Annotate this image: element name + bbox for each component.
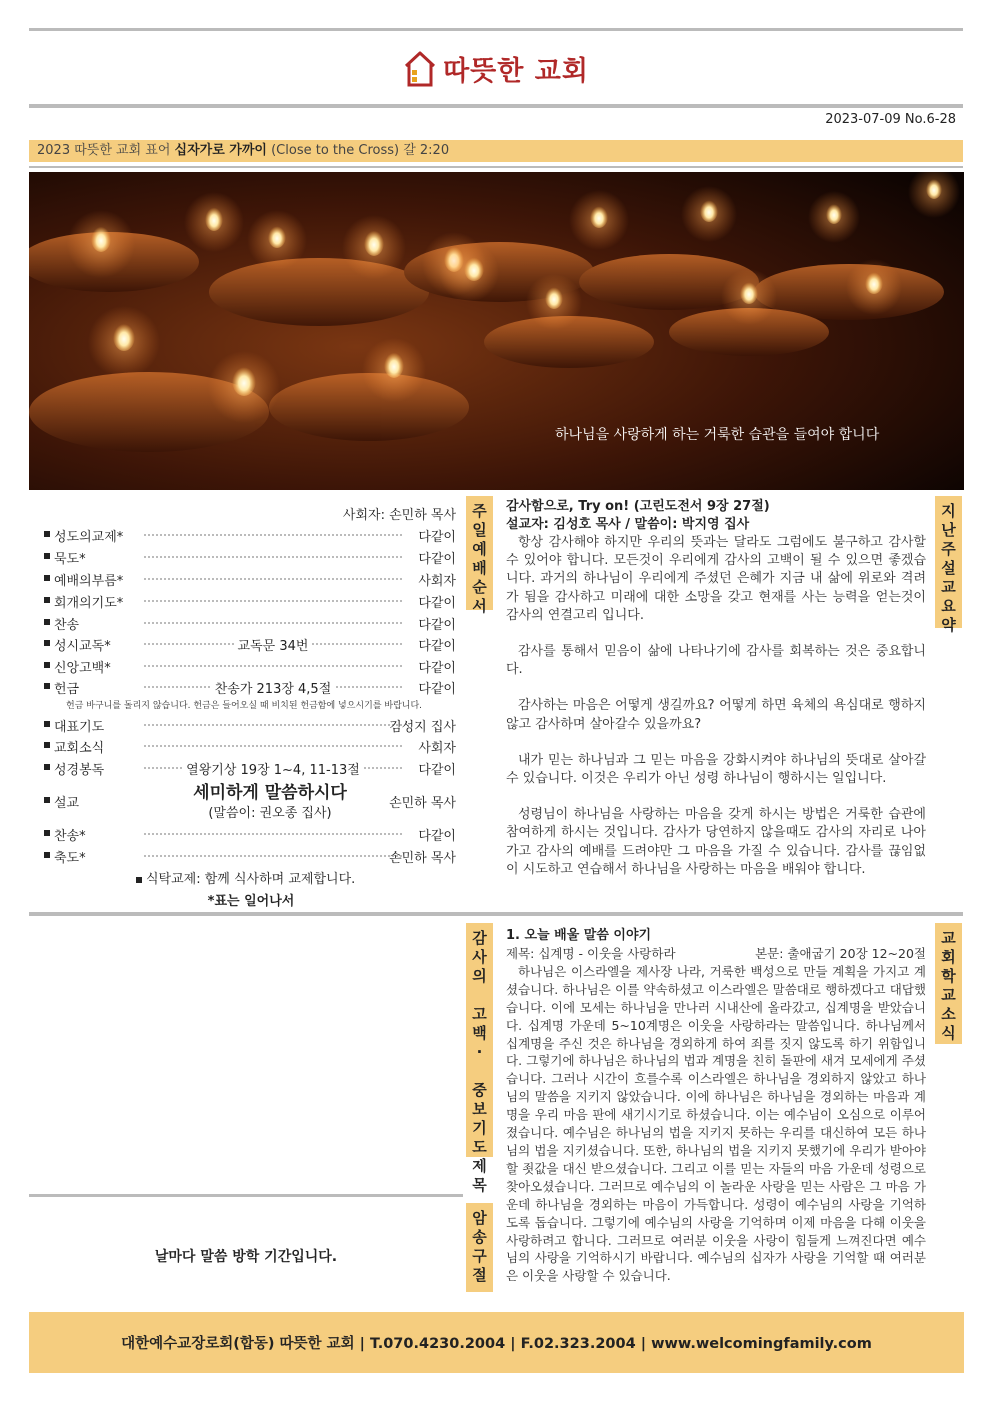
tab-char: 송 [472, 1228, 487, 1246]
tab-char: 고 [472, 1005, 487, 1023]
tab-char: 서 [472, 597, 487, 615]
detail-text: 찬송가 213장 4,5절 [212, 682, 335, 697]
school-scripture: 본문: 출애굽기 20장 12~20절 [755, 946, 926, 961]
tab-char: 교 [941, 578, 956, 596]
tab-char: 난 [941, 521, 956, 539]
tab-char: 주 [472, 502, 487, 520]
bullet-icon [44, 662, 50, 668]
tab-char [477, 1062, 482, 1081]
motto-suffix: (Close to the Cross) 갈 2:20 [271, 143, 450, 158]
order-item-name: 교회소식 [54, 741, 105, 756]
leader-dots [144, 855, 402, 857]
tab-char: 의 [472, 967, 487, 985]
header-rule [29, 104, 963, 108]
order-item-leader: 다같이 [418, 682, 456, 697]
order-item-detail [144, 759, 402, 778]
order-item-name: 예배의부름* [54, 574, 124, 589]
leader-dots [144, 622, 402, 624]
order-item-name: 찬송 [54, 618, 80, 633]
tab-char: 설 [941, 559, 956, 577]
order-item [44, 678, 458, 696]
order-item-name: 찬송* [54, 829, 86, 844]
logo-text: 따뜻한 교회 [443, 55, 589, 87]
leader-dots [144, 556, 402, 558]
school-topic: 제목: 십계명 - 이웃을 사랑하라 [506, 946, 676, 961]
tab-order-of-service [466, 496, 493, 615]
bullet-icon [44, 830, 50, 836]
order-item-leader: 다같이 [418, 596, 456, 611]
meal-text: 식탁교제: 함께 식사하며 교제합니다. [146, 872, 356, 887]
bullet-icon [44, 721, 50, 727]
sermon-summary [506, 498, 926, 879]
summary-paragraph: 감사를 통해서 믿음이 삶에 나타나기에 감사를 회복하는 것은 중요합니다. [506, 644, 926, 678]
church-logo [0, 42, 992, 94]
tab-char: 요 [941, 597, 956, 615]
bullet-icon [44, 553, 50, 559]
tab-char: 예 [472, 540, 487, 558]
bullet-icon [44, 619, 50, 625]
school-body: 하나님은 이스라엘을 제사장 나라, 거룩한 백성으로 만들 계획을 가지고 계셨습니다. 하나님은 이를 약속하셨고 이스라엘은 말씀대로 행하겠다고 대답했습니다. 이에 모세는 하나님을 만나러 시내산에 올라갔고, 십계명을 받았습니다. 십계명 가운데 5~10계명은 이웃을 사랑하라는 말씀입니다. 하나님께서 십계명을 주신 것은 하나님을 경외하게 하여 죄를 짓지 않도록 하기 위함입니다. 그렇기에 하나님은 하나님의 법과 계명을 친히 돌판에 새겨 모세에게 주셨습니다. 그러나 시간이 흐를수록 이스라엘은 하나님을 경외하지 않았고 하나님의 말씀을 지키지 않았습니다. 이에 하나님은 하나님을 경외하는 마음과 계명을 우리 마음 판에 새기시기로 하셨습니다. 이는 예수님이 오심으로 이루어졌습니다. 예수님은 하나님의 법을 지키지 못하는 우리를 대신하여 모든 하나님의 법을 지키셨습니다. 또한, 하나님의 법을 지키지 못했기에 우리가 받아야 할 죗값을 대신 받으셨습니다. 그리고 이를 믿는 자들의 마음 가운데 성령으로 찾아오셨습니다. 그러므로 예수님의 이 놀라운 사랑을 믿는 사람은 그 마음 가운데 하나님을 경외하는 마음이 가득합니다. 성령이 예수님의 사랑을 기억하도록 돕습니다. 그렇기에 예수님의 사랑을 기억하며 이제 마음을 다해 이웃을 사랑하려고 합니다. 그러므로 여러분 이웃을 사랑이 힘들게 느껴진다면 예수님의 사랑을 기억하시기 바랍니다. 예수님의 십자가 사랑을 기억할 때 여러분은 이웃을 사랑할 수 있습니다. [506, 963, 926, 1284]
order-item [44, 737, 458, 755]
stand-note: *표는 일어나서 [207, 894, 295, 909]
order-item-name: 신앙고백* [54, 661, 111, 676]
tab-char: 소 [941, 1005, 956, 1023]
school-heading: 1. 오늘 배울 말씀 이야기 [506, 928, 652, 943]
tab-char: 순 [472, 578, 487, 596]
sermon-speaker: (말씀이: 권오종 집사) [208, 806, 332, 821]
footer-contact: 대한예수교장로회(합동) 따뜻한 교회 | T.070.4230.2004 | F.02.323.2004 | www.welcomingfamily.com [29, 1312, 964, 1373]
order-item-name: 헌금 [54, 682, 80, 697]
top-rule [29, 28, 963, 31]
bullet-icon [44, 575, 50, 581]
school-meta [506, 945, 926, 963]
order-item-leader: 김성지 집사 [389, 720, 456, 735]
order-item-name: 회개의기도* [54, 596, 124, 611]
issue-date-number: 2023-07-09 No.6-28 [825, 112, 956, 127]
hero-candles-image [29, 172, 964, 490]
tab-char: 도 [472, 1138, 487, 1156]
summary-paragraph: 성령님이 하나님을 사랑하는 마음을 갖게 하시는 방법은 거룩한 습관에 참여하게 하시는 것입니다. 감사가 당연하지 않을때도 감사의 자리로 나아가고 감사의 예배를 드려야만 그 마음을 가질 수 있습니다. 감사를 끊임없이 시도하고 연습해서 하나님을 사랑하는 마음을 배워야 합니다. [506, 807, 926, 877]
bullet-icon [44, 742, 50, 748]
leader-dots [144, 578, 402, 580]
order-item [44, 592, 458, 610]
tab-char: 사 [472, 948, 487, 966]
order-item [44, 614, 458, 632]
tab-memorize-verse [466, 1203, 493, 1292]
tab-char: 백 [472, 1024, 487, 1042]
motto-prefix: 2023 따뜻한 교회 표어 [37, 143, 171, 158]
tab-char: 회 [941, 948, 956, 966]
offering-note: 헌금 바구니를 돌리지 않습니다. 헌금은 들어오실 때 비치된 헌금함에 넣으시기를 바랍니다. [66, 701, 423, 711]
tab-char: 배 [472, 559, 487, 577]
bullet-icon [44, 797, 50, 803]
house-icon [403, 48, 437, 88]
bullet-icon [44, 683, 50, 689]
tab-char: 약 [941, 616, 956, 634]
bullet-icon [136, 877, 142, 883]
tab-char: 기 [472, 1119, 487, 1137]
leader-dots [144, 724, 402, 726]
bullet-icon [44, 852, 50, 858]
summary-byline: 설교자: 김성호 목사 / 말씀이: 박지영 집사 [506, 517, 750, 532]
bullet-icon [44, 597, 50, 603]
summary-paragraph: 감사하는 마음은 어떻게 생길까요? 어떻게 하면 육체의 욕심대로 행하지 않고 감사하며 살아갈수 있을까요? [506, 698, 926, 732]
bullet-icon [44, 764, 50, 770]
tab-char: 주 [941, 540, 956, 558]
order-item [44, 570, 458, 588]
order-item-leader: 다같이 [418, 530, 456, 545]
order-item-name: 성도의교제* [54, 530, 124, 545]
meal-fellowship [136, 868, 355, 887]
order-item-leader: 다같이 [418, 552, 456, 567]
order-item-leader: 다같이 [418, 661, 456, 676]
order-item-name: 설교 [54, 796, 80, 811]
tab-char: 학 [941, 967, 956, 985]
detail-text: 열왕기상 19장 1~4, 11-13절 [183, 763, 363, 778]
summary-paragraph: 내가 믿는 하나님과 그 믿는 마음을 강화시켜야 하나님의 뜻대로 살아갈 수 있습니다. 이것은 우리가 아닌 성령 하나님이 행하시는 일입니다. [506, 752, 926, 787]
tab-char: 일 [472, 521, 487, 539]
tab-church-school [935, 923, 962, 1044]
order-item [44, 657, 458, 675]
memorize-text: 날마다 말씀 방학 기간입니다. [154, 1249, 338, 1265]
order-item-name: 성시교독* [54, 639, 111, 654]
bullet-icon [44, 531, 50, 537]
tab-char: 구 [472, 1247, 487, 1265]
leader-dots [144, 833, 402, 835]
order-item-name: 축도* [54, 851, 86, 866]
order-item [44, 716, 458, 734]
hero-caption: 하나님을 사랑하게 하는 거룩한 습관을 들여야 합니다 [555, 427, 880, 443]
detail-text: 교독문 34번 [235, 639, 312, 654]
hero-rule [29, 166, 963, 168]
order-item-leader: 손민하 목사 [389, 851, 456, 866]
order-item-leader: 다같이 [418, 639, 456, 654]
order-item-leader: 사회자 [418, 741, 456, 756]
church-school-news [506, 927, 926, 1285]
tab-sermon-summary [935, 496, 962, 634]
order-item-leader: 다같이 [418, 618, 456, 633]
tab-char: 지 [941, 502, 956, 520]
tab-char: · [476, 1043, 483, 1061]
order-item [44, 759, 458, 777]
tab-confession-prayer [466, 923, 493, 1194]
summary-body [506, 534, 926, 879]
leader-dots [144, 534, 402, 536]
tab-char: 중 [472, 1081, 487, 1099]
order-item [44, 635, 458, 653]
leader-dots [144, 745, 402, 747]
summary-title: 감사함으로, Try on! (고린도전서 9장 27절) [506, 499, 770, 514]
tab-char: 암 [472, 1209, 487, 1227]
order-item-leader: 다같이 [418, 763, 456, 778]
order-item [44, 847, 458, 865]
tab-char: 감 [472, 929, 487, 947]
summary-paragraph: 항상 감사해야 하지만 우리의 뜻과는 달라도 그럼에도 불구하고 감사할 수 있어야 합니다. 모든것이 우리에게 감사의 고백이 될 수 있으면 좋겠습니다. 과거의 하나님이 우리에게 주셨던 은혜가 지금 내 삶에 위로와 격려가 됨을 감사하고 미래에 대한 소망을 갖고 현재를 사는 능력을 얻는것이 감사의 연결고리 입니다. [506, 535, 926, 623]
leader-dots [144, 665, 402, 667]
tab-char: 절 [472, 1266, 487, 1284]
tab-char: 식 [941, 1024, 956, 1042]
bullet-icon [44, 640, 50, 646]
tab-char: 교 [941, 986, 956, 1004]
order-item-leader: 사회자 [418, 574, 456, 589]
memorize-verse-area [29, 1198, 463, 1308]
order-item-name: 성경봉독 [54, 763, 105, 778]
sermon-title: 세미하게 말씀하시다 [193, 783, 347, 803]
leader-dots [144, 600, 402, 602]
order-item-detail [144, 678, 402, 697]
motto-bold: 십자가로 가까이 [174, 143, 267, 158]
order-item [44, 548, 458, 566]
tab-char: 목 [472, 1176, 487, 1194]
order-item-leader: 손민하 목사 [389, 796, 456, 811]
mid-rule [29, 912, 963, 916]
memorize-rule [29, 1194, 463, 1197]
year-motto [29, 140, 963, 162]
tab-char [477, 986, 482, 1005]
tab-char: 제 [472, 1157, 487, 1175]
confession-prayer-area [29, 918, 463, 1194]
order-item-detail [144, 635, 402, 654]
order-item [44, 526, 458, 544]
tab-char: 교 [941, 929, 956, 947]
order-item-name: 묵도* [54, 552, 86, 567]
order-item [44, 825, 458, 843]
presider: 사회자: 손민하 목사 [342, 508, 456, 523]
tab-char: 보 [472, 1100, 487, 1118]
order-item-name: 대표기도 [54, 720, 105, 735]
order-item-leader: 다같이 [418, 829, 456, 844]
